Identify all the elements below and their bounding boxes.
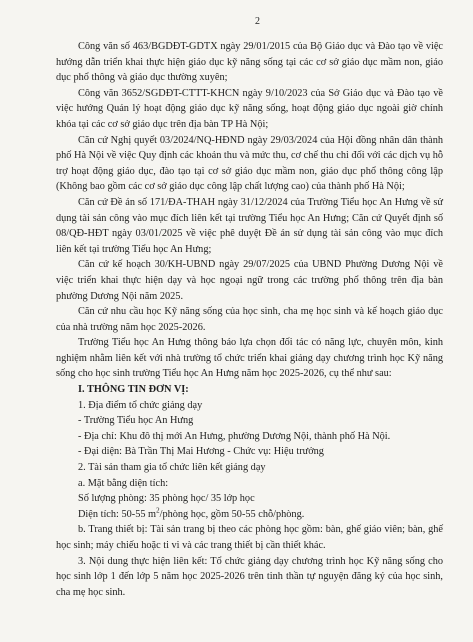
page-number: 2 — [255, 16, 260, 27]
item2-sub-a: a. Mặt bằng diện tích: — [78, 477, 169, 489]
item3-text: 3. Nội dung thực hiện liên kết: Tổ chức giảng dạy chương trình học Kỹ năng sống cho học sinh lớp 1 đến lớp 5 năm học 2025-2026 trên tinh thần tự nguyện đăng ký của học sinh, cha mẹ học sinh. — [56, 555, 443, 598]
item2-area-sup: 2 — [156, 506, 160, 515]
paragraph-legal-basis-4: Căn cứ Đề án số 171/ĐA-THAH ngày 31/12/2024 của Trường Tiểu học An Hưng về sử dụng tài sản công vào mục đích liên kết tại trường Tiểu học An Hưng; Căn cứ Quyết định số 08/QĐ-HĐT ngày 03/01/2025 về việc phê duyệt Đề án sử dụng tài sản công vào mục đích liên kết tại trường Tiểu học An Hưng; — [56, 196, 443, 255]
item1-school: - Trường Tiểu học An Hưng — [78, 415, 194, 427]
item1-title: 1. Địa điểm tổ chức giảng dạy — [78, 399, 203, 411]
item2-sub-b: b. Trang thiết bị: Tài sản trang bị theo các phòng học gồm: bàn, ghế giáo viên; bàn, ghế học sinh; máy chiếu hoặc ti vi và các trang thiết bị cần thiết khác. — [56, 524, 443, 551]
item1-address: - Địa chỉ: Khu đô thị mới An Hưng, phường Dương Nội, thành phố Hà Nội. — [78, 430, 391, 442]
paragraph-legal-basis-1: Công văn số 463/BGDĐT-GDTX ngày 29/01/2015 của Bộ Giáo dục và Đào tạo về việc hướng dẫn triển khai thực hiện giáo dục kỹ năng sống tại các cơ sở giáo dục mầm non, giáo dục phổ thông và giáo dục thường xuyên; — [56, 41, 443, 84]
paragraph-legal-basis-5: Căn cứ kế hoạch 30/KH-UBND ngày 29/07/2025 của UBND Phường Dương Nội về việc triển khai thực hiện dạy và học ngoại ngữ trong các trường phổ thông trên địa bàn phường Dương Nội năm 2025. — [56, 259, 443, 302]
paragraph-legal-basis-6: Căn cứ nhu cầu học Kỹ năng sống của học sinh, cha mẹ học sinh và kế hoạch giáo dục của nhà trường năm học 2025-2026. — [56, 306, 443, 333]
paragraph-legal-basis-3: Căn cứ Nghị quyết 03/2024/NQ-HĐND ngày 29/03/2024 của Hội đồng nhân dân thành phố Hà Nội về việc Quy định các khoản thu và mức thu, cơ chế thu chi đối với các dịch vụ hỗ trợ hoạt động giáo dục, đào tạo tại cơ sở giáo dục mầm non, giáo dục phổ thông công lập (Không bao gồm các cơ sở giáo dục công lập chất lượng cao) của thành phố Hà Nội; — [56, 134, 443, 193]
item2-area-suffix: /phòng học, gồm 50-55 chỗ/phòng. — [159, 508, 305, 520]
item2-area-prefix: Diện tích: 50-55 m — [78, 508, 157, 520]
paragraph-legal-basis-2: Công văn 3652/SGDĐT-CTTT-KHCN ngày 9/10/2023 của Sở Giáo dục và Đào tạo về việc hướng Quản lý hoạt động giáo dục kỹ năng sống, hoạt động giáo dục ngoài giờ chính khóa tại các cơ sở giáo dục trên địa bàn TP Hà Nội; — [56, 87, 443, 130]
item2-title: 2. Tài sản tham gia tổ chức liên kết giảng dạy — [78, 462, 266, 474]
item2-rooms: Số lượng phòng: 35 phòng học/ 35 lớp học — [78, 493, 255, 505]
section-heading: I. THÔNG TIN ĐƠN VỊ: — [78, 384, 189, 396]
item2-area — [56, 507, 443, 523]
item1-representative: - Đại diện: Bà Trần Thị Mai Hương - Chức vụ: Hiệu trưởng — [78, 446, 324, 458]
paragraph-announcement: Trường Tiểu học An Hưng thông báo lựa chọn đối tác có năng lực, chuyên môn, kinh nghiệm nhằm liên kết với nhà trường tổ chức triển khai giảng dạy chương trình học Kỹ năng sống cho học sinh trường Tiểu học An Hưng năm học 2025-2026, cụ thể như sau: — [56, 337, 443, 380]
